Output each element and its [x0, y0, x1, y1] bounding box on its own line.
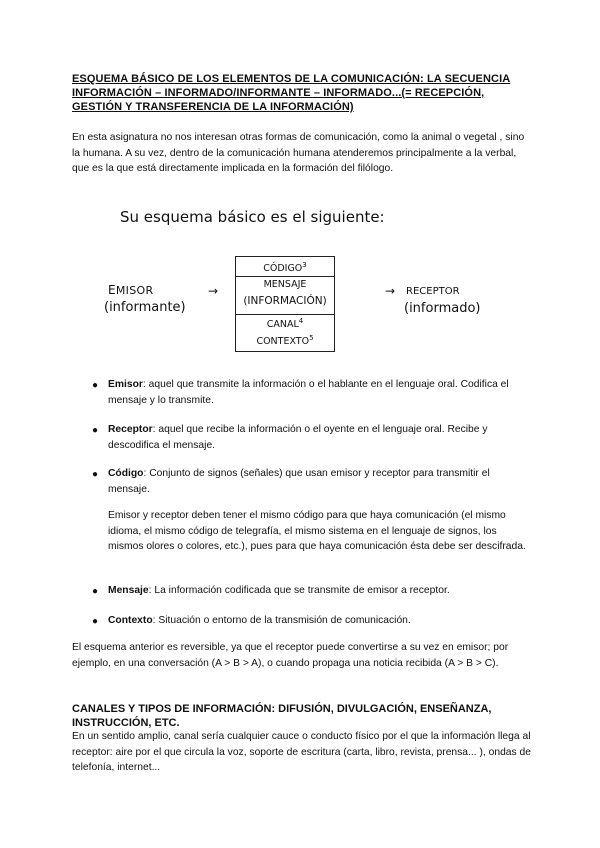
- section-heading-2: CANALES Y TIPOS DE INFORMACIÓN: DIFUSIÓN, DIVULGACIÓN, ENSEÑANZA, INSTRUCCIÓN, ETC.: [72, 703, 492, 729]
- diagram-receptor: RECEPTOR: [406, 286, 460, 297]
- list-item-codigo: Código: Conjunto de signos (señales) que usan emisor y receptor para transmitir el mensaje.: [108, 468, 490, 495]
- box-divider: [236, 314, 334, 315]
- box-canal: CANAL$^4$: [266, 317, 304, 331]
- diagram-message-box: [235, 256, 335, 352]
- list-item-receptor: Receptor: aquel que recibe la información o el oyente en el lenguaje oral. Recibe y descodifica el mensaje.: [108, 424, 488, 451]
- arrow-left: →: [208, 284, 219, 298]
- box-mensaje: MENSAJE: [263, 279, 307, 290]
- list-item-contexto: Contexto: Situación o entorno de la transmisión de comunicación.: [108, 615, 411, 626]
- arrow-right: →: [385, 284, 396, 298]
- list-item-emisor: Emisor: aquel que transmite la información o el hablante en el lenguaje oral. Codifica el mensaje y lo transmite.: [108, 379, 509, 406]
- box-contexto: CONTEXTO$^5$: [256, 334, 314, 348]
- reversible-paragraph: El esquema anterior es reversible, ya que el receptor puede convertirse a su vez en emisor; por ejemplo, en una conversación (A > B > A), o cuando propaga una noticia recibida (A > B > C).: [72, 642, 509, 669]
- bullet-dot: ●: [92, 380, 99, 391]
- diagram-title: Su esquema básico es el siguiente:: [120, 208, 385, 226]
- diagram-emisor: [108, 283, 153, 297]
- box-codigo: CÓDIGO$^3$: [263, 261, 307, 275]
- box-informacion: (INFORMACIÓN): [243, 295, 327, 307]
- emisor-rest: MISOR: [115, 284, 154, 297]
- bullet-dot: ●: [92, 586, 99, 597]
- diagram-informado: (informado): [404, 301, 481, 316]
- section-heading: ESQUEMA BÁSICO DE LOS ELEMENTOS DE LA COMUNICACIÓN: LA SECUENCIA INFORMACIÓN – INFORMADO/INFORMANTE – INFORMADO...(= RECEPCIÓN, GESTIÓN Y TRANSFERENCIA DE LA INFORMACIÓN): [72, 73, 511, 113]
- codigo-note: Emisor y receptor deben tener el mismo código para que haya comunicación (el mismo idioma, el mismo código de telegrafía, el mismo sistema en el lenguaje de signos, los mismos olores o colores, etc.), pues para que haya comunicación ésta debe ser descifrada.: [108, 510, 526, 552]
- canal-paragraph: En un sentido amplio, canal sería cualquier cauce o conducto físico por el que la información llega al receptor: aire por el que circula la voz, soporte de escritura (carta, libro, revista, prensa... ), ondas de telefonía, internet...: [72, 731, 532, 773]
- emisor-initial: E: [108, 283, 116, 297]
- intro-paragraph: En esta asignatura no nos interesan otras formas de comunicación, como la animal o vegetal , sino la humana. A su vez, dentro de la comunicación humana atenderemos principalmente a la verbal, que es la que está directamente implicada en la formación del filólogo.: [72, 132, 525, 174]
- list-item-mensaje: Mensaje: La información codificada que se transmite de emisor a receptor.: [108, 585, 450, 596]
- bullet-dot: ●: [92, 469, 99, 480]
- diagram-informante: (informante): [104, 300, 186, 315]
- bullet-dot: ●: [92, 425, 99, 436]
- box-divider: [236, 276, 334, 277]
- bullet-dot: ●: [92, 616, 99, 627]
